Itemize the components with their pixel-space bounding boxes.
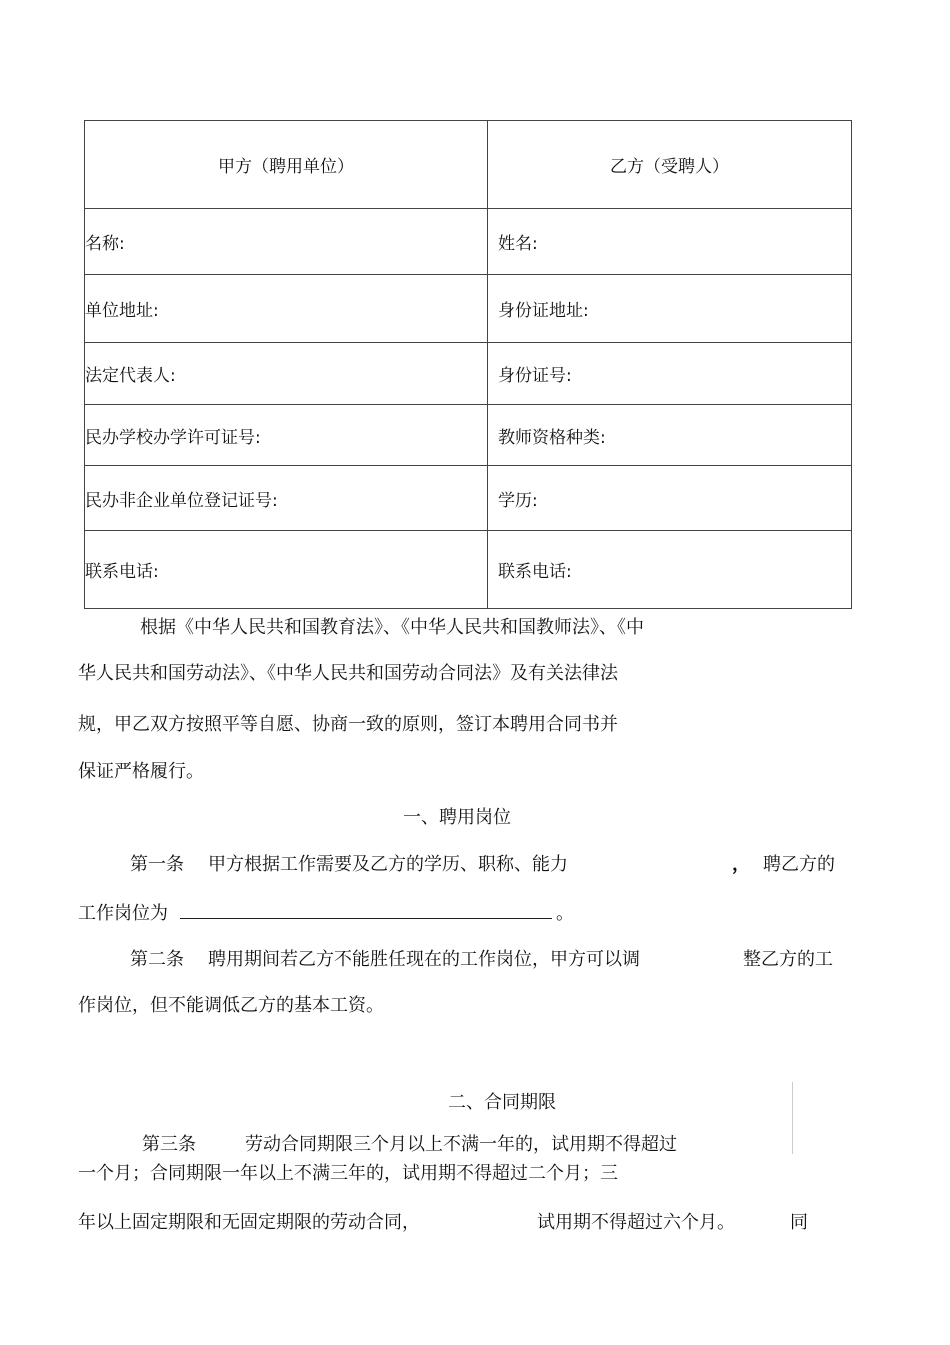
- article-3-text-a: 劳动合同期限三个月以上不满一年的，试用期不得超过: [245, 1134, 677, 1155]
- article-2-text-b: 整乙方的工: [743, 949, 833, 970]
- party-b-phone-field: 联系电话:: [488, 531, 852, 609]
- article-3-label: 第三条: [142, 1134, 196, 1155]
- table-row: [85, 466, 852, 531]
- table-header-row: [85, 121, 852, 209]
- article-3-line-3b: 试用期不得超过六个月。: [537, 1212, 735, 1233]
- preamble-line-1: 根据《中华人民共和国教育法》、《中华人民共和国教师法》、《中: [140, 617, 644, 638]
- party-a-name-field: 名称:: [85, 209, 488, 275]
- preamble-line-3: 规，甲乙双方按照平等自愿、协商一致的原则，签订本聘用合同书并: [78, 714, 618, 735]
- party-b-id-address-field: 身份证地址:: [488, 275, 852, 343]
- party-a-legal-rep-field: 法定代表人:: [85, 343, 488, 405]
- preamble-line-2: 华人民共和国劳动法》、《中华人民共和国劳动合同法》及有关法律法: [78, 663, 618, 684]
- article-1-period: 。: [556, 903, 574, 924]
- party-b-header: 乙方（受聘人）: [488, 121, 852, 209]
- margin-rule: [792, 1082, 793, 1154]
- section-2-title: 二、合同期限: [448, 1092, 556, 1113]
- party-a-registration-field: 民办非企业单位登记证号:: [85, 466, 488, 531]
- article-2-label: 第二条: [130, 949, 184, 970]
- party-info-table: [84, 120, 852, 609]
- party-b-education-field: 学历:: [488, 466, 852, 531]
- table-row: [85, 275, 852, 343]
- article-1-text-b: 聘乙方的: [763, 854, 835, 875]
- job-position-label: 工作岗位为: [78, 903, 168, 924]
- party-b-teacher-qualification-field: 教师资格种类:: [488, 405, 852, 466]
- party-a-address-field: 单位地址:: [85, 275, 488, 343]
- article-3-line-2: 一个月；合同期限一年以上不满三年的，试用期不得超过二个月；三: [78, 1163, 618, 1184]
- section-1-title: 一、聘用岗位: [403, 807, 511, 828]
- article-1-text-a: 甲方根据工作需要及乙方的学历、职称、能力: [208, 854, 568, 875]
- article-2-text-a: 聘用期间若乙方不能胜任现在的工作岗位，甲方可以调: [208, 949, 640, 970]
- party-b-name-field: 姓名:: [488, 209, 852, 275]
- article-1-line-2: [78, 899, 574, 925]
- party-b-id-number-field: 身份证号:: [488, 343, 852, 405]
- article-1-label: 第一条: [130, 854, 184, 875]
- table-row: [85, 343, 852, 405]
- table-row: [85, 405, 852, 466]
- table-row: [85, 209, 852, 275]
- article-1-comma: ，: [732, 854, 750, 875]
- table-row: [85, 531, 852, 609]
- article-2-line-2: 作岗位，但不能调低乙方的基本工资。: [78, 995, 384, 1016]
- party-a-school-license-field: 民办学校办学许可证号:: [85, 405, 488, 466]
- article-3-line-3c: 同: [790, 1212, 808, 1233]
- article-3-line-3a: 年以上固定期限和无固定期限的劳动合同，: [78, 1212, 420, 1233]
- preamble-line-4: 保证严格履行。: [78, 761, 204, 782]
- party-a-header: 甲方（聘用单位）: [85, 121, 488, 209]
- party-a-phone-field: 联系电话:: [85, 531, 488, 609]
- job-position-blank[interactable]: [180, 904, 552, 919]
